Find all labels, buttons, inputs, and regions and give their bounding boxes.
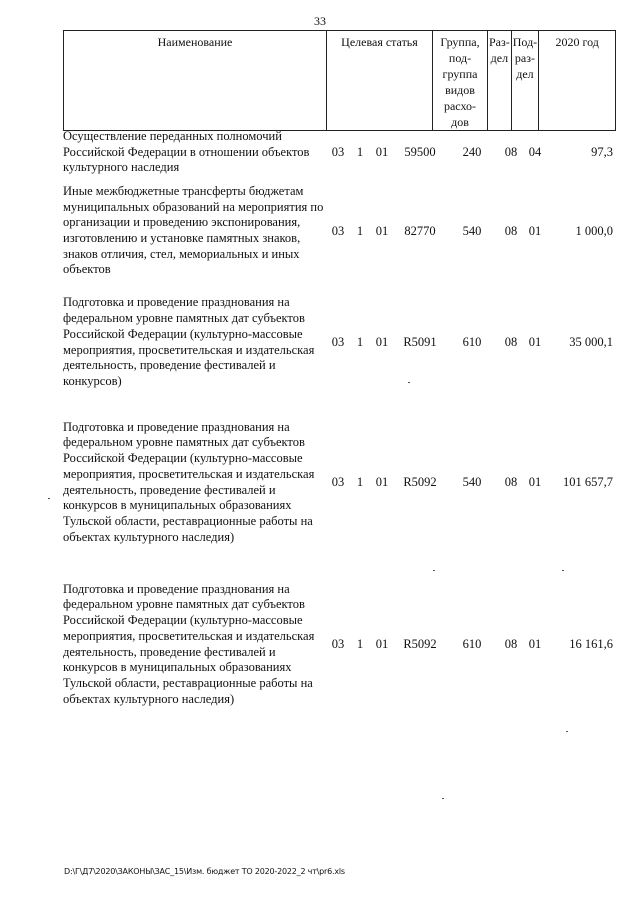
table-row: [63, 566, 613, 723]
row-amount: 16 161,6: [569, 637, 613, 651]
code-subprogram: 1: [356, 145, 364, 159]
row-group: 540: [462, 475, 482, 489]
table-row: [63, 129, 613, 176]
row-subsection: 01: [528, 637, 542, 651]
code-event: 01: [375, 145, 389, 159]
row-section: 08: [504, 335, 518, 349]
table-body: [63, 129, 613, 723]
row-section: 08: [504, 223, 518, 238]
code-program: 03: [331, 223, 345, 238]
scan-speck: [433, 570, 435, 571]
table-row: [63, 399, 613, 566]
file-path-footer: D:\Г\Д7\2020\ЗАКОНЫ\ЗАС_15\Изм. бюджет ТО 2020-2022_2 чт\pr6.xls: [64, 867, 345, 876]
row-name: Осуществление переданных полномочий Российской Федерации в отношении объектов культурного наследия: [63, 128, 310, 175]
header-target: Целевая статья: [327, 31, 433, 131]
row-section: 08: [504, 637, 518, 651]
code-direction: R5092: [403, 475, 437, 489]
row-name: Подготовка и проведение празднования на федеральном уровне памятных дат субъектов Российской Федерации (культурно-массовые мероприятия, просветительская и издательская деятельность, проведение фестивалей и конкурсов в муниципальных образованиях Тульской области, реставрационные работы на объектах культурного наследия): [63, 419, 315, 544]
code-program: 03: [331, 475, 345, 489]
row-amount: 97,3: [591, 145, 613, 159]
code-event: 01: [375, 475, 389, 489]
row-name: Подготовка и проведение празднования на федеральном уровне памятных дат субъектов Российской Федерации (культурно-массовые мероприятия, просветительская и издательская деятельность, проведение фестивалей и конкурсов): [63, 295, 315, 388]
row-name: Подготовка и проведение празднования на федеральном уровне памятных дат субъектов Российской Федерации (культурно-массовые мероприятия, просветительская и издательская деятельность, проведение фестивалей и конкурсов в муниципальных образованиях Тульской области, реставрационные работы на объектах культурного наследия): [63, 581, 315, 706]
row-group: 610: [462, 637, 482, 651]
header-group: Группа, под- группа видов расхо- дов: [433, 31, 488, 131]
code-event: 01: [375, 335, 389, 349]
scan-speck: [566, 731, 568, 732]
table-row: [63, 176, 613, 286]
header-subsection: Под- раз- дел: [511, 31, 538, 131]
row-section: 08: [504, 145, 518, 159]
row-amount: 101 657,7: [563, 475, 613, 489]
code-subprogram: 1: [356, 223, 364, 238]
row-group: 540: [462, 223, 482, 238]
code-subprogram: 1: [356, 637, 364, 651]
code-program: 03: [331, 145, 345, 159]
scan-speck: [562, 570, 564, 571]
table-header: [63, 30, 616, 131]
row-group: 240: [462, 145, 482, 159]
header-year: 2020 год: [539, 31, 616, 131]
scan-speck: [442, 798, 444, 799]
row-subsection: 01: [528, 335, 542, 349]
table-row: [63, 286, 613, 399]
row-group: 610: [462, 335, 482, 349]
code-program: 03: [331, 335, 345, 349]
row-amount: 35 000,1: [569, 335, 613, 349]
code-subprogram: 1: [356, 475, 364, 489]
page-number: 33: [314, 14, 326, 28]
code-direction: R5091: [403, 335, 437, 349]
code-event: 01: [375, 223, 389, 238]
scan-speck: [48, 498, 50, 499]
row-section: 08: [504, 475, 518, 489]
code-program: 03: [331, 637, 345, 651]
code-direction: R5092: [403, 637, 437, 651]
header-name: Наименование: [64, 31, 327, 131]
row-name: Иные межбюджетные трансферты бюджетам муниципальных образований на мероприятия по организации и проведению экспонирования, изготовлению и установке памятных знаков, знаков отличия, стел, мемориальных и иных объектов: [63, 183, 324, 277]
scan-speck: [408, 382, 410, 383]
row-subsection: 04: [528, 145, 542, 159]
code-direction: 82770: [404, 223, 436, 238]
row-subsection: 01: [528, 223, 542, 238]
row-subsection: 01: [528, 475, 542, 489]
code-direction: 59500: [404, 145, 436, 159]
code-subprogram: 1: [356, 335, 364, 349]
code-event: 01: [375, 637, 389, 651]
row-amount: 1 000,0: [575, 223, 613, 238]
header-section: Раз- дел: [488, 31, 512, 131]
